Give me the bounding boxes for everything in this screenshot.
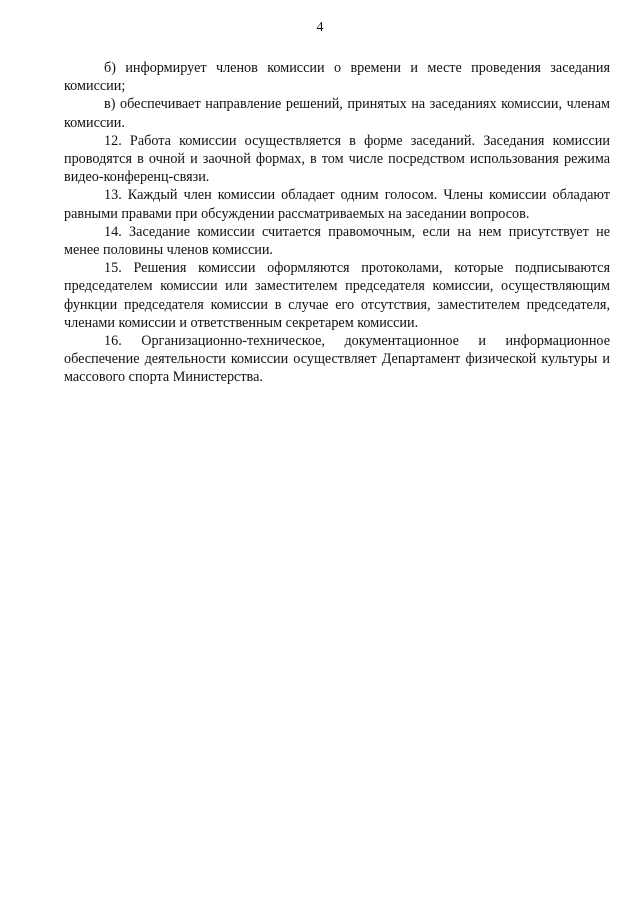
paragraph-13-voting: 13. Каждый член комиссии обладает одним голосом. Члены комиссии обладают равными правами при обсуждении рассматриваемых на заседании вопросов. xyxy=(64,187,610,222)
paragraph-15-protocols: 15. Решения комиссии оформляются протоколами, которые подписываются председателем комиссии или заместителем председателя комиссии, осуществляющим функции председателя комиссии в случае его отсутствия, заместителем председателя, членами комиссии и ответственным секретарем комиссии. xyxy=(64,260,610,331)
document-body xyxy=(64,59,610,387)
paragraph-12-meetings-form: 12. Работа комиссии осуществляется в форме заседаний. Заседания комиссии проводятся в очной и заочной формах, в том числе посредством использования режима видео-конференц-связи. xyxy=(64,132,610,186)
paragraph-14-quorum: 14. Заседание комиссии считается правомочным, если на нем присутствует не менее половины членов комиссии. xyxy=(64,223,610,259)
paragraph-b-notify-members: б) информирует членов комиссии о времени и месте проведения заседания комиссии; xyxy=(64,60,610,95)
page-number: 4 xyxy=(316,20,324,35)
paragraph-16-support: 16. Организационно-техническое, документационное и информационное обеспечение деятельности комиссии осуществляет Департамент физической культуры и массового спорта Министерства. xyxy=(64,333,610,386)
paragraph-v-send-decisions: в) обеспечивает направление решений, принятых на заседаниях комиссии, членам комиссии. xyxy=(64,96,610,131)
